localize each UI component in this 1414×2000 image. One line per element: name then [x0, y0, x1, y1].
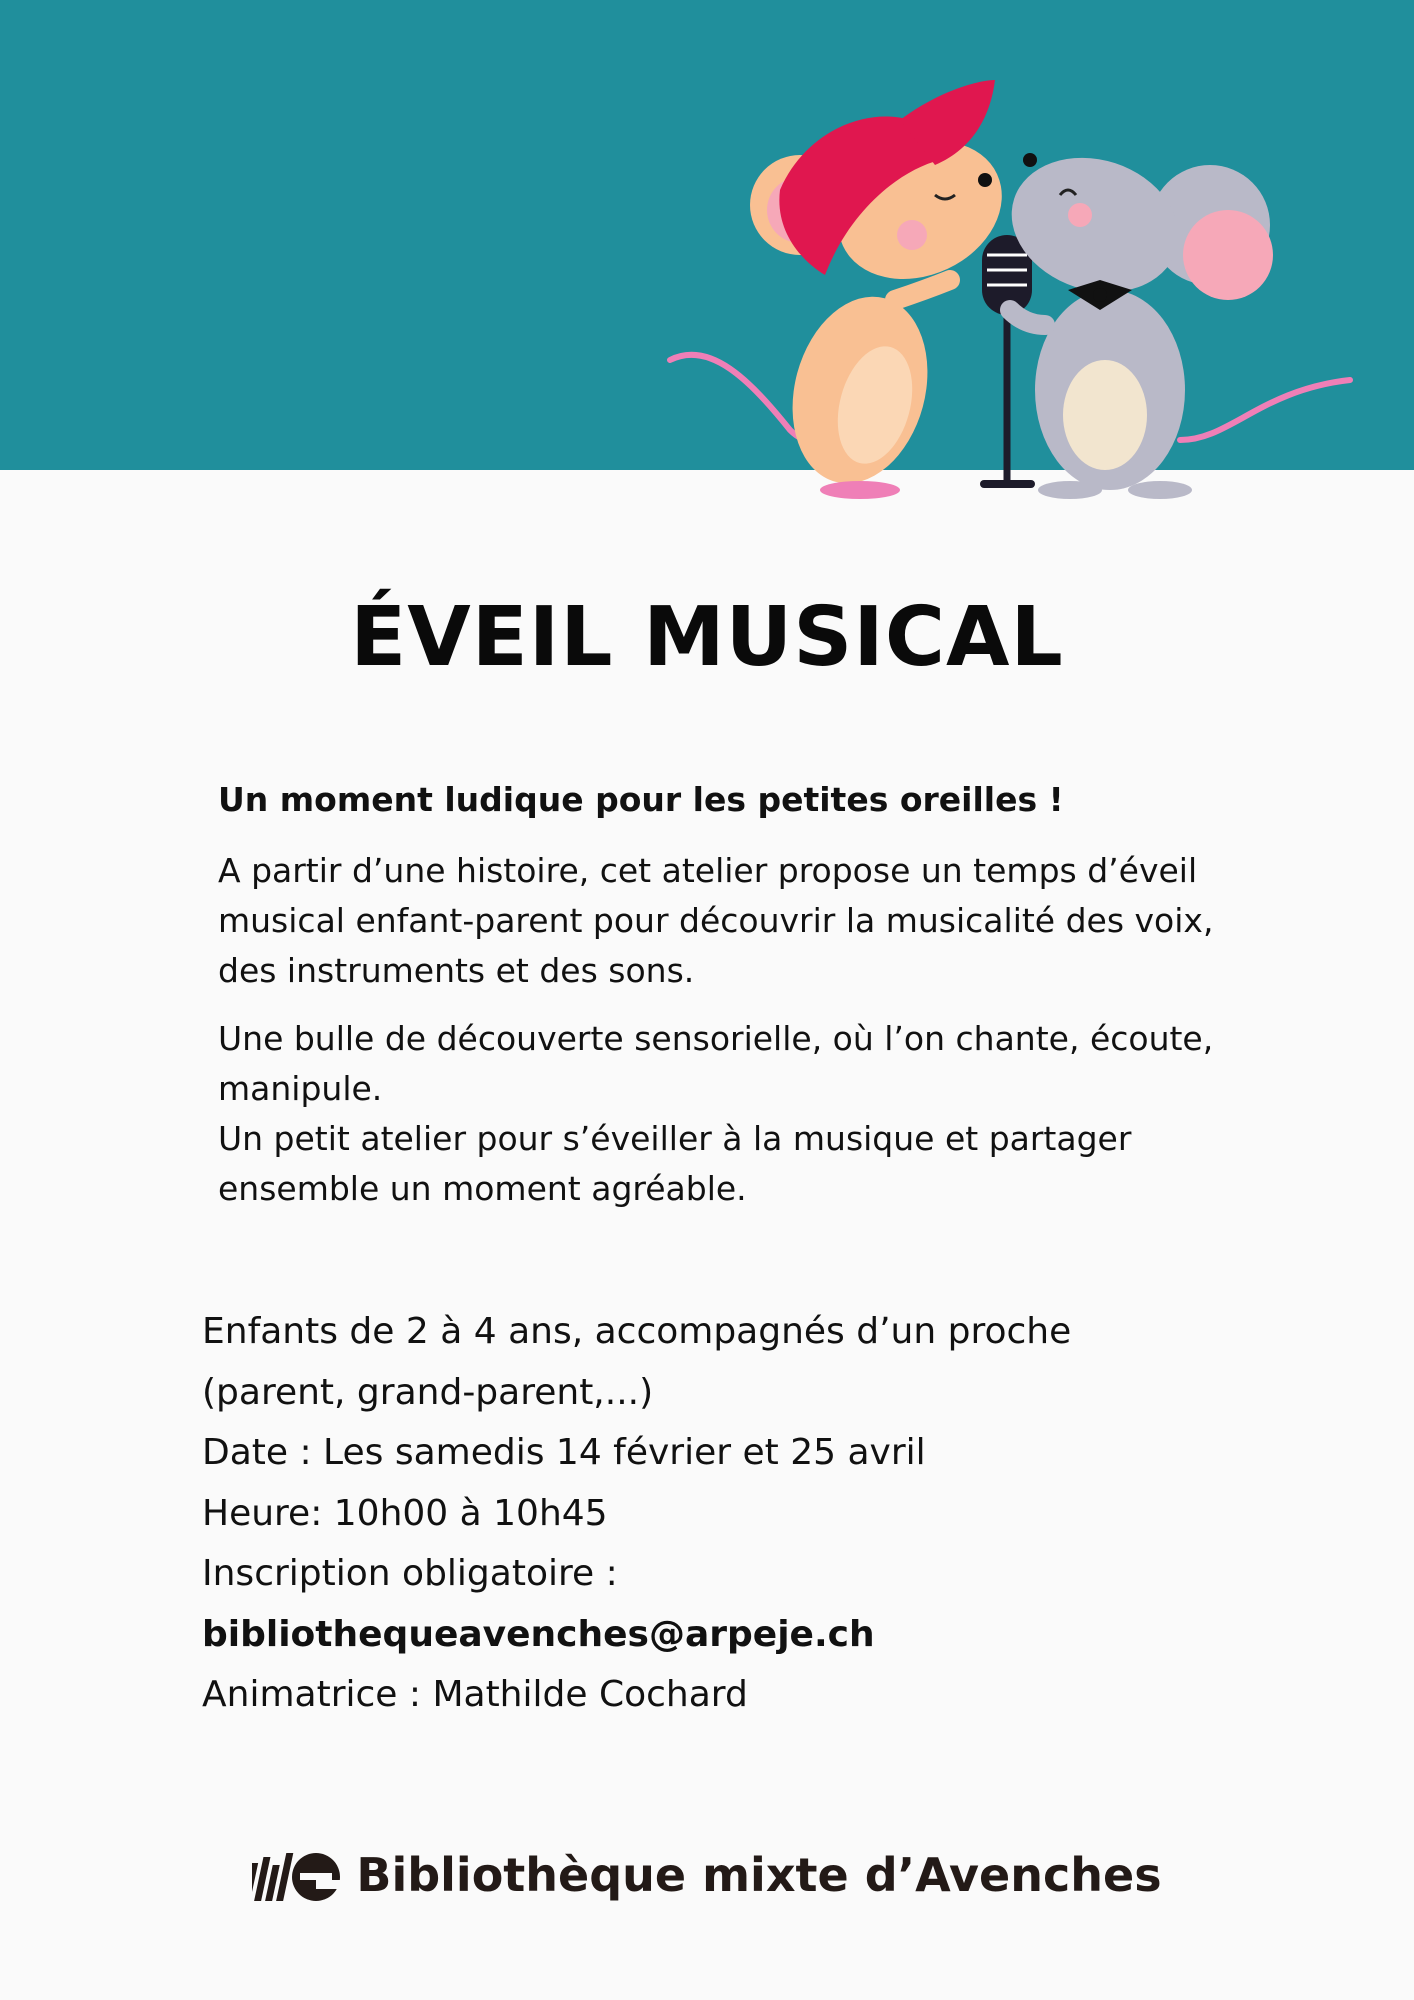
- date-line: Date : Les samedis 14 février et 25 avril: [202, 1432, 926, 1473]
- library-logo-icon: [252, 1845, 342, 1905]
- intro-paragraph-2a: Une bulle de découverte sensorielle, où l’on chante, écoute, manipule.: [218, 1019, 1214, 1108]
- page-title: ÉVEIL MUSICAL: [350, 590, 1064, 685]
- intro-paragraph: A partir d’une histoire, cet atelier propose un temps d’éveil musical enfant-parent pour découvrir la musicalité des voix, des instruments et des sons.: [218, 851, 1214, 990]
- event-details: [202, 1302, 1302, 1726]
- audience-note: (parent, grand-parent,...): [202, 1371, 654, 1413]
- registration-line: Inscription obligatoire :: [202, 1553, 618, 1594]
- host-line: Animatrice : Mathilde Cochard: [202, 1674, 748, 1715]
- singing-mice-illustration: [650, 60, 1370, 510]
- library-name: Bibliothèque mixte d’Avenches: [356, 1848, 1162, 1902]
- footer: [0, 1835, 1414, 1915]
- intro-paragraph-2b: Un petit atelier pour s’éveiller à la musique et partager ensemble un moment agréable.: [218, 1119, 1132, 1208]
- audience-line: Enfants de 2 à 4 ans, accompagnés d’un proche: [202, 1311, 1072, 1352]
- time-line: Heure: 10h00 à 10h45: [202, 1492, 608, 1534]
- intro-section: [218, 776, 1238, 1232]
- intro-lead: Un moment ludique pour les petites oreilles !: [218, 780, 1064, 819]
- registration-email-link[interactable]: bibliothequeavenches@arpeje.ch: [202, 1613, 875, 1655]
